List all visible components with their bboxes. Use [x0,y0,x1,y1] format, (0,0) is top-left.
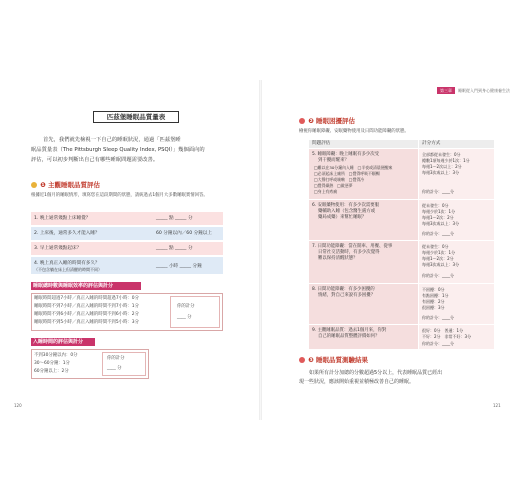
answer-blank: _____ 點 _____ 分 [156,216,193,221]
section2-title: 睡眠困擾評估 [316,117,356,125]
section1-heading [31,180,100,189]
row7-score-4: 每週3次或以上：3分 [422,262,460,267]
row8-question-2: 情緒，對自己來說有多困擾？ [318,293,376,298]
row5-score-4: 每週3次或以上：3分 [422,170,460,175]
section1-title: 主觀睡眠品質評估 [48,181,101,189]
row5-score-1: 全部都從未發生：0分 [422,152,461,157]
dot-icon [299,118,305,124]
result-line-2: 現一些狀況，應該開始重視並積極改善自己的睡眠。 [299,379,415,385]
row5-your-score: 你的計分：____分 [422,189,454,194]
column-header-question: 問題評估 [309,140,418,148]
efficiency-score-label: 你的計分 [177,304,195,309]
row9-question-1: 9. 主觀睡眠品質：過去1個月來，你對 [312,328,387,333]
latency-score-label: 你的計分 [107,356,125,361]
question-text: 4. 晚上真正入睡的時間有多久？ [34,261,100,266]
row9-your-score: 你的計分：____分 [422,341,454,346]
row7-question-3: 難以保持清醒狀態？ [318,256,358,261]
result-line-1: 如果所有計分加總的分數超過5分以上，代表睡眠品質已經出 [309,370,443,376]
answer-blank: _____ 小時 _____ 分鐘 [156,264,202,269]
section2-note: 檢視你睡眠障礙、安眠藥物使用及日間功能障礙的狀態。 [299,129,409,134]
row5-question-2: 到干擾而醒來？ [318,158,349,163]
row8-score-3: 有困擾：2分 [422,299,445,304]
row6-question-1: 6. 安眠藥物使用：有多少次需要服 [312,203,380,208]
question-text: 1. 晚上通常幾點上床睡覺？ [34,216,91,221]
row7-question-2: 日常社交活動時，有多少次覺得 [318,250,380,255]
section3-title: 睡眠品質測驗結果 [316,356,369,364]
row7-score-1: 從未發生：0分 [422,244,449,249]
row6-score-4: 每週3次或以上：3分 [422,221,460,226]
row5-question-1: 5. 睡眠障礙：晚上睡眠有多少次受 [312,152,380,157]
section2-number: ❷ [308,117,314,125]
answer-blank: _____ 點 _____ 分 [156,246,193,251]
page-title: 匹茲堡睡眠品質量表 [93,111,179,123]
section3-heading [299,355,368,364]
efficiency-row-1: 睡眠時間超過7小時／真正入睡的時間超過7小時：0分 [34,296,139,301]
section1-number: ❶ [40,181,46,189]
efficiency-score-blank: ____ 分 [177,315,192,320]
dot-icon [299,357,305,363]
dot-icon [31,182,37,188]
intro-line-3: 評估，可以初步判斷出自己有哪些睡眠問題需要改善。 [31,157,159,163]
row6-score-2: 每週少於1次：1分 [422,209,456,214]
row8-score-1: 不困擾：0分 [422,287,445,292]
row5-score-3: 每週1～2次以上：2分 [422,164,462,169]
answer-blank: 60 分鐘以內／60 分鐘以上 [156,231,212,236]
row5-option-4: □覺得燥熱 □做惡夢 [314,183,353,188]
question-text: 2. 上床後，通常多久才能入睡？ [34,231,100,236]
question-row-4 [31,257,223,275]
row7-score-3: 每週1～2次：2分 [422,256,454,261]
efficiency-row-4: 睡眠時間不到5小時／真正入睡的時間不到5小時：3分 [34,320,139,325]
question-row-3 [31,242,223,256]
row6-score-1: 從未發生：0分 [422,203,449,208]
row8-your-score: 你的計分：____分 [422,315,454,320]
row6-question-3: 藥局成藥）來幫忙睡眠？ [318,215,367,220]
row8-score-2: 有點困擾：1分 [422,293,449,298]
row5-option-2: □必須起床上廁所 □覺得呼吸不順暢 [314,171,380,176]
section3-number: ❸ [308,356,314,364]
row7-your-score: 你的計分：____分 [422,273,454,278]
question-subtext: （不包含躺在床上但清醒的時間不同） [34,267,102,272]
section2-heading [299,116,355,125]
chapter-tag: 第三章 [437,87,455,94]
question-row-1 [31,212,223,226]
question-row-2 [31,227,223,241]
row5-option-3: □大聲打呼或咳嗽 □覺得冷 [314,177,365,182]
intro-line-2: 眠品質量表（The Pittsburgh Sleep Quality Index, PSQI）」幾個面向的 [31,147,205,153]
latency-row-1: 不到30分鐘以內：0分 [34,353,78,358]
latency-band-title: 入睡時間的評估與計分 [31,338,95,346]
row8-score-4: 很困擾：3分 [422,305,445,310]
row6-score-3: 每週1～2次：2分 [422,215,454,220]
row7-question-1: 7. 日間功能障礙：當在開車、用餐、從事 [312,244,393,249]
row5-option-5: □身上有疼痛 [314,189,338,194]
column-header-scoring: 計分方式 [419,140,494,148]
latency-score-blank: ____ 分 [107,366,122,371]
efficiency-score-box [170,296,220,328]
efficiency-row-2: 睡眠時間不到7小時／真正入睡的時間不到7小時：1分 [34,304,139,309]
latency-row-3: 60分鐘以上：2分 [34,369,69,374]
latency-row-2: 30～60分鐘：1分 [34,361,70,366]
running-header: 睡眠從入門到身心健康養生法 [458,88,510,93]
efficiency-row-3: 睡眠時間不到6小時／真正入睡的時間不到6小時：2分 [34,312,139,317]
row7-score-2: 每週少於1次：1分 [422,250,456,255]
row5-option-1: □難以在30分鐘內入睡 □半夜或清晨便醒來 [314,165,393,170]
section1-note: 根據近1個月的睡眠情形，填寫您在這段期間的狀態，請統過去1個月大多數睡眠實情回答。 [31,193,208,198]
page-number-right: 121 [493,403,501,408]
row9-question-2: 自己的睡眠品質整體評價如何？ [318,334,380,339]
intro-line-1: 首先，我們就先檢視一下自己的睡眠狀況，通過「匹茲堡睡 [43,137,181,143]
page-number-left: 120 [14,403,22,408]
row9-score-1: 很好：0分 普通：1分 [422,328,464,333]
row5-score-2: 總數1項每週少於1次：1分 [422,158,470,163]
efficiency-band-title: 睡眠總時數與睡眠效率的評估與計分 [31,282,141,290]
row6-your-score: 你的計分：____分 [422,231,454,236]
row6-question-2: 藥輔助入睡（包含醫生處方或 [318,209,376,214]
question-text: 3. 早上通常幾點起床？ [34,246,82,251]
row8-question-1: 8. 日間功能障礙：有多少困擾的 [312,287,375,292]
row9-score-2: 不好：2分 非常不好：3分 [422,334,472,339]
